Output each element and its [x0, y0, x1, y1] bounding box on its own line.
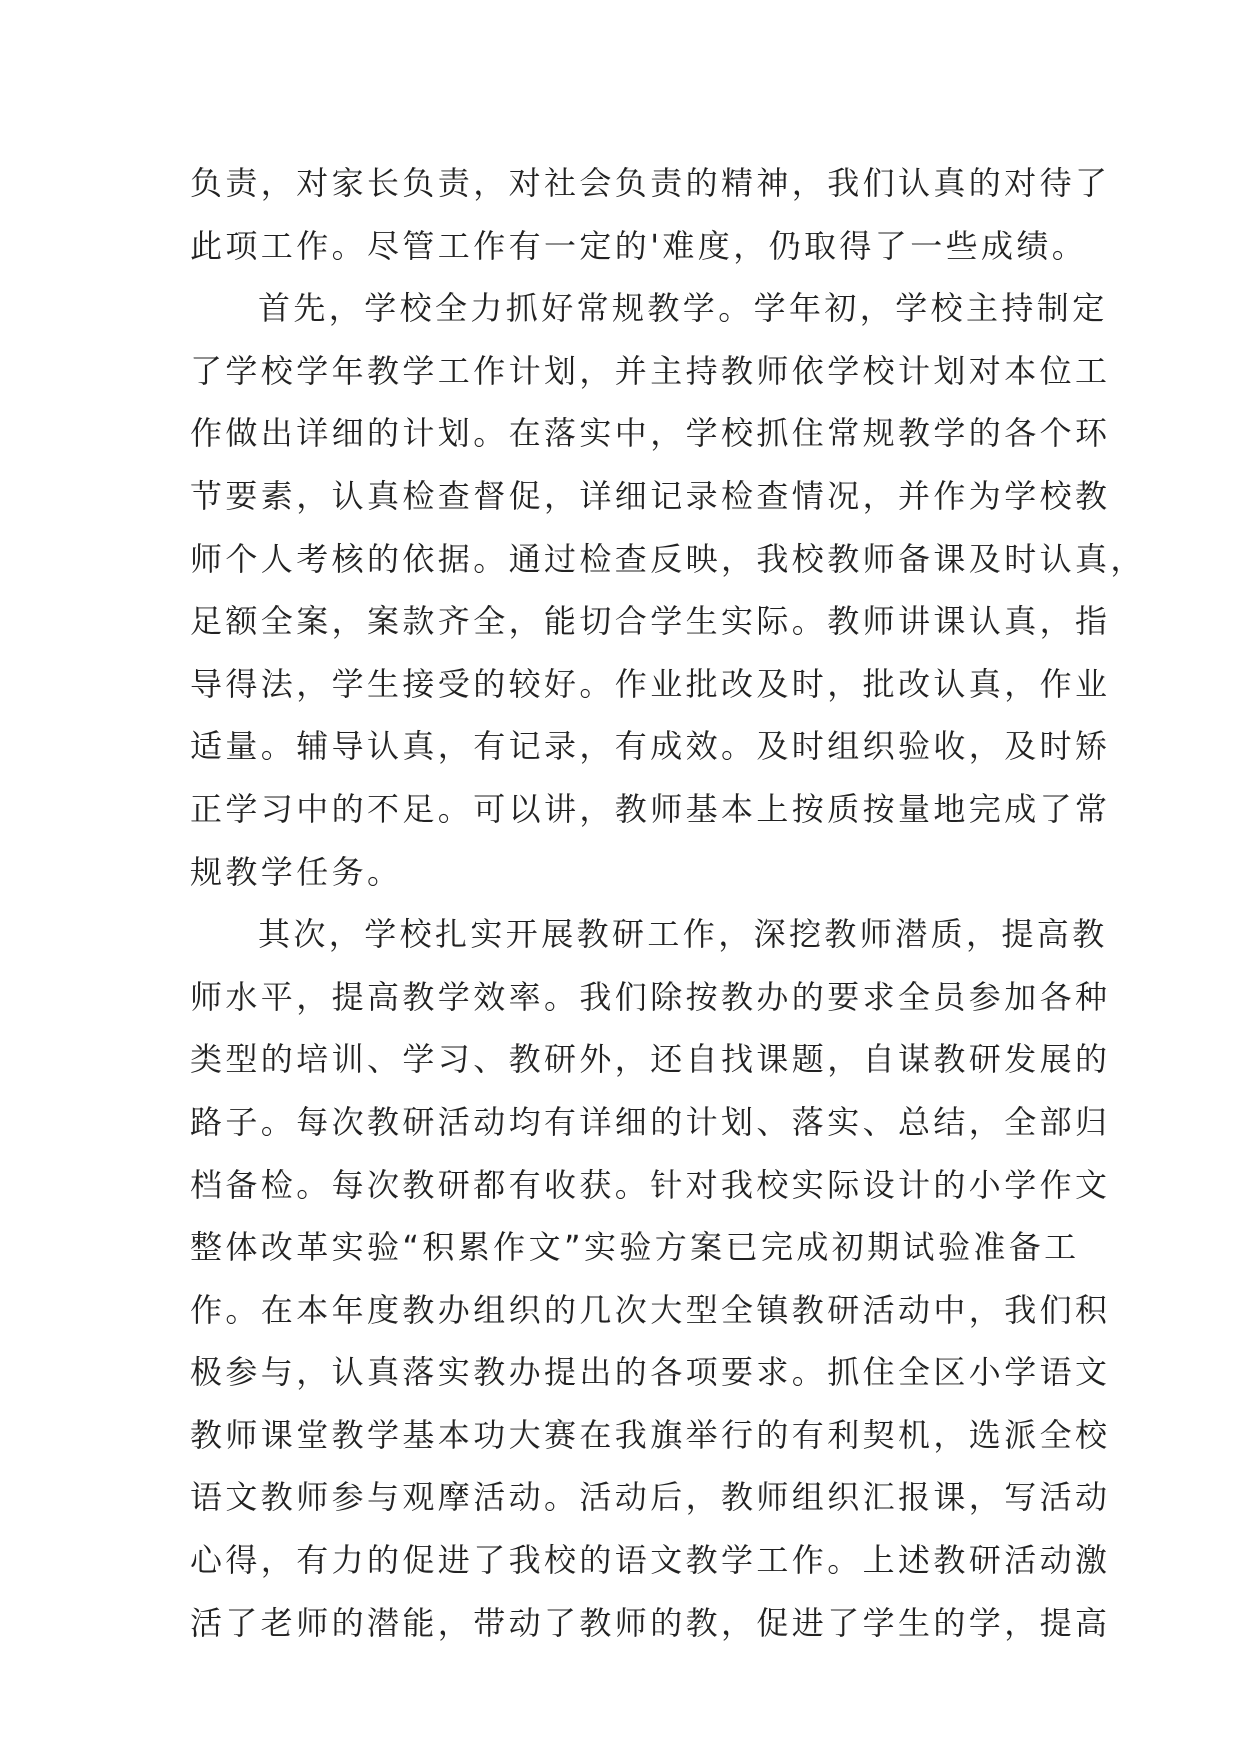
- text-line: 此项工作。尽管工作有一定的'难度，仍取得了一些成绩。: [190, 226, 1088, 265]
- text-line: 师水平，提高教学效率。我们除按教办的要求全员参加各种: [190, 977, 1111, 1016]
- paragraph-first-line: 其次，学校扎实开展教研工作，深挖教师潜质，提高教: [258, 915, 1108, 954]
- text-line: 导得法，学生接受的较好。作业批改及时，批改认真，作业: [190, 664, 1111, 703]
- text-line: 作。在本年度教办组织的几次大型全镇教研活动中，我们积: [190, 1290, 1111, 1329]
- text-line: 规教学任务。: [190, 852, 403, 891]
- text-line: 活了老师的潜能，带动了教师的教，促进了学生的学，提高: [190, 1603, 1111, 1642]
- text-line: 类型的培训、学习、教研外，还自找课题，自谋教研发展的: [190, 1040, 1111, 1079]
- text-line: 适量。辅导认真，有记录，有成效。及时组织验收，及时矫: [190, 727, 1111, 766]
- text-line: 节要素，认真检查督促，详细记录检查情况，并作为学校教: [190, 476, 1111, 515]
- text-line: 极参与，认真落实教办提出的各项要求。抓住全区小学语文: [190, 1353, 1111, 1392]
- text-line: 负责，对家长负责，对社会负责的精神，我们认真的对待了: [190, 164, 1111, 202]
- text-line: 整体改革实验“积累作文”实验方案已完成初期试验准备工: [190, 1228, 1080, 1267]
- text-line: 路子。每次教研活动均有详细的计划、落实、总结，全部归: [190, 1102, 1111, 1141]
- text-line: 语文教师参与观摩活动。活动后，教师组织汇报课，写活动: [190, 1478, 1111, 1517]
- paragraph-first-line: 首先，学校全力抓好常规教学。学年初，学校主持制定: [258, 289, 1108, 328]
- text-line: 教师课堂教学基本功大赛在我旗举行的有利契机，选派全校: [190, 1415, 1111, 1454]
- text-line: 足额全案，案款齐全，能切合学生实际。教师讲课认真，指: [190, 602, 1111, 641]
- text-line: 档备检。每次教研都有收获。针对我校实际设计的小学作文: [190, 1165, 1111, 1204]
- body-text: [190, 152, 1146, 1654]
- text-line: 正学习中的不足。可以讲，教师基本上按质按量地完成了常: [190, 789, 1111, 828]
- text-line: 心得，有力的促进了我校的语文教学工作。上述教研活动激: [190, 1541, 1111, 1580]
- text-line: 作做出详细的计划。在落实中，学校抓住常规教学的各个环: [190, 414, 1111, 453]
- text-line: 了学校学年教学工作计划，并主持教师依学校计划对本位工: [190, 351, 1111, 390]
- text-line: 师个人考核的依据。通过检查反映，我校教师备课及时认真，: [190, 539, 1146, 578]
